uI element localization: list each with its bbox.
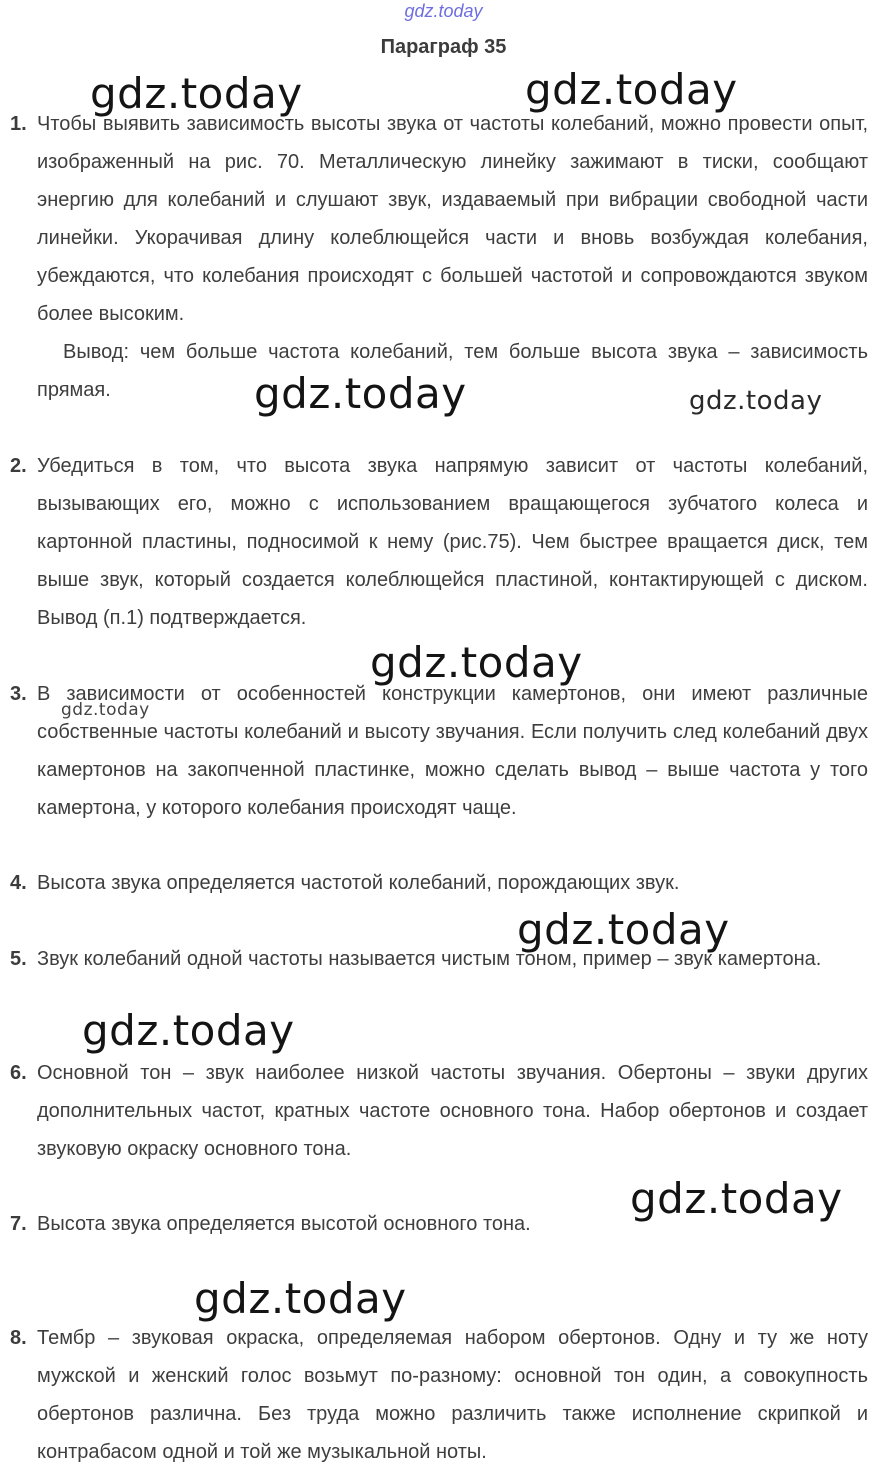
list-item-1 [10,105,868,409]
item-number: 3. [10,683,27,705]
watermark: gdz.today [254,369,467,418]
item-number: 6. [10,1062,27,1084]
list-item-4 [10,864,868,902]
item-paragraph: Тембр – звуковая окраска, определяемая набором обертонов. Одну и ту же ноту мужской и женский голос возьмут по-разному: основной тон один, а совокупность обертонов различна. Без труда можно различить также исполнение скрипкой и контрабасом одной и той же музыкальной ноты. [37,1327,868,1463]
item-paragraph: Убедиться в том, что высота звука напрямую зависит от частоты колебаний, вызывающих его, можно с использованием вращающегося зубчатого колеса и картонной пластины, подносимой к нему (рис.75). Чем быстрее вращается диск, тем выше звук, который создается колеблющейся пластиной, контактирующей с диском. Вывод (п.1) подтверждается. [37,455,868,629]
watermark: gdz.today [517,905,730,954]
page-title: Параграф 35 [380,36,507,58]
list-item-6 [10,1054,868,1168]
watermark: gdz.today [630,1174,843,1223]
list-item-8 [10,1319,868,1471]
watermark: gdz.today [689,386,823,416]
watermark: gdz.today [370,638,583,687]
item-number: 5. [10,948,27,970]
watermark: gdz.today [61,700,150,720]
item-paragraph: Высота звука определяется частотой колебаний, порождающих звук. [37,872,680,894]
item-number: 1. [10,113,27,135]
list-item-5 [10,940,868,978]
item-paragraph: Чтобы выявить зависимость высоты звука от частоты колебаний, можно провести опыт, изображенный на рис. 70. Металлическую линейку зажимают в тиски, сообщают энергию для колебаний и слушают звук, издаваемый при вибрации свободной части линейки. Укорачивая длину колеблющейся части и вновь возбуждая колебания, убеждаются, что колебания происходят с большей частотой и сопровождаются звуком более высоким. [37,113,868,325]
item-number: 8. [10,1327,27,1349]
item-number: 4. [10,872,27,894]
top-watermark: gdz.today [404,1,483,21]
item-paragraph: В зависимости от особенностей конструкции камертонов, они имеют различные собственные частоты колебаний и высоту звучания. Если получить след колебаний двух камертонов на закопченной пластинке, можно сделать вывод – выше частота у того камертона, у которого колебания происходят чаще. [37,683,868,819]
item-paragraph: Звук колебаний одной частоты называется чистым тоном, пример – звук камертона. [37,948,822,970]
list-item-3 [10,675,868,827]
watermark: gdz.today [90,69,303,118]
item-conclusion: Вывод: чем больше частота колебаний, тем больше высота звука – зависимость прямая. [37,341,868,401]
item-paragraph: Основной тон – звук наиболее низкой частоты звучания. Обертоны – звуки других дополнительных частот, кратных частоте основного тона. Набор обертонов и создает звуковую окраску основного тона. [37,1062,868,1160]
watermark: gdz.today [194,1274,407,1323]
item-number: 7. [10,1213,27,1235]
item-number: 2. [10,455,27,477]
watermark: gdz.today [525,65,738,114]
item-paragraph: Высота звука определяется высотой основного тона. [37,1213,531,1235]
watermark: gdz.today [82,1006,295,1055]
list-item-2 [10,447,868,637]
